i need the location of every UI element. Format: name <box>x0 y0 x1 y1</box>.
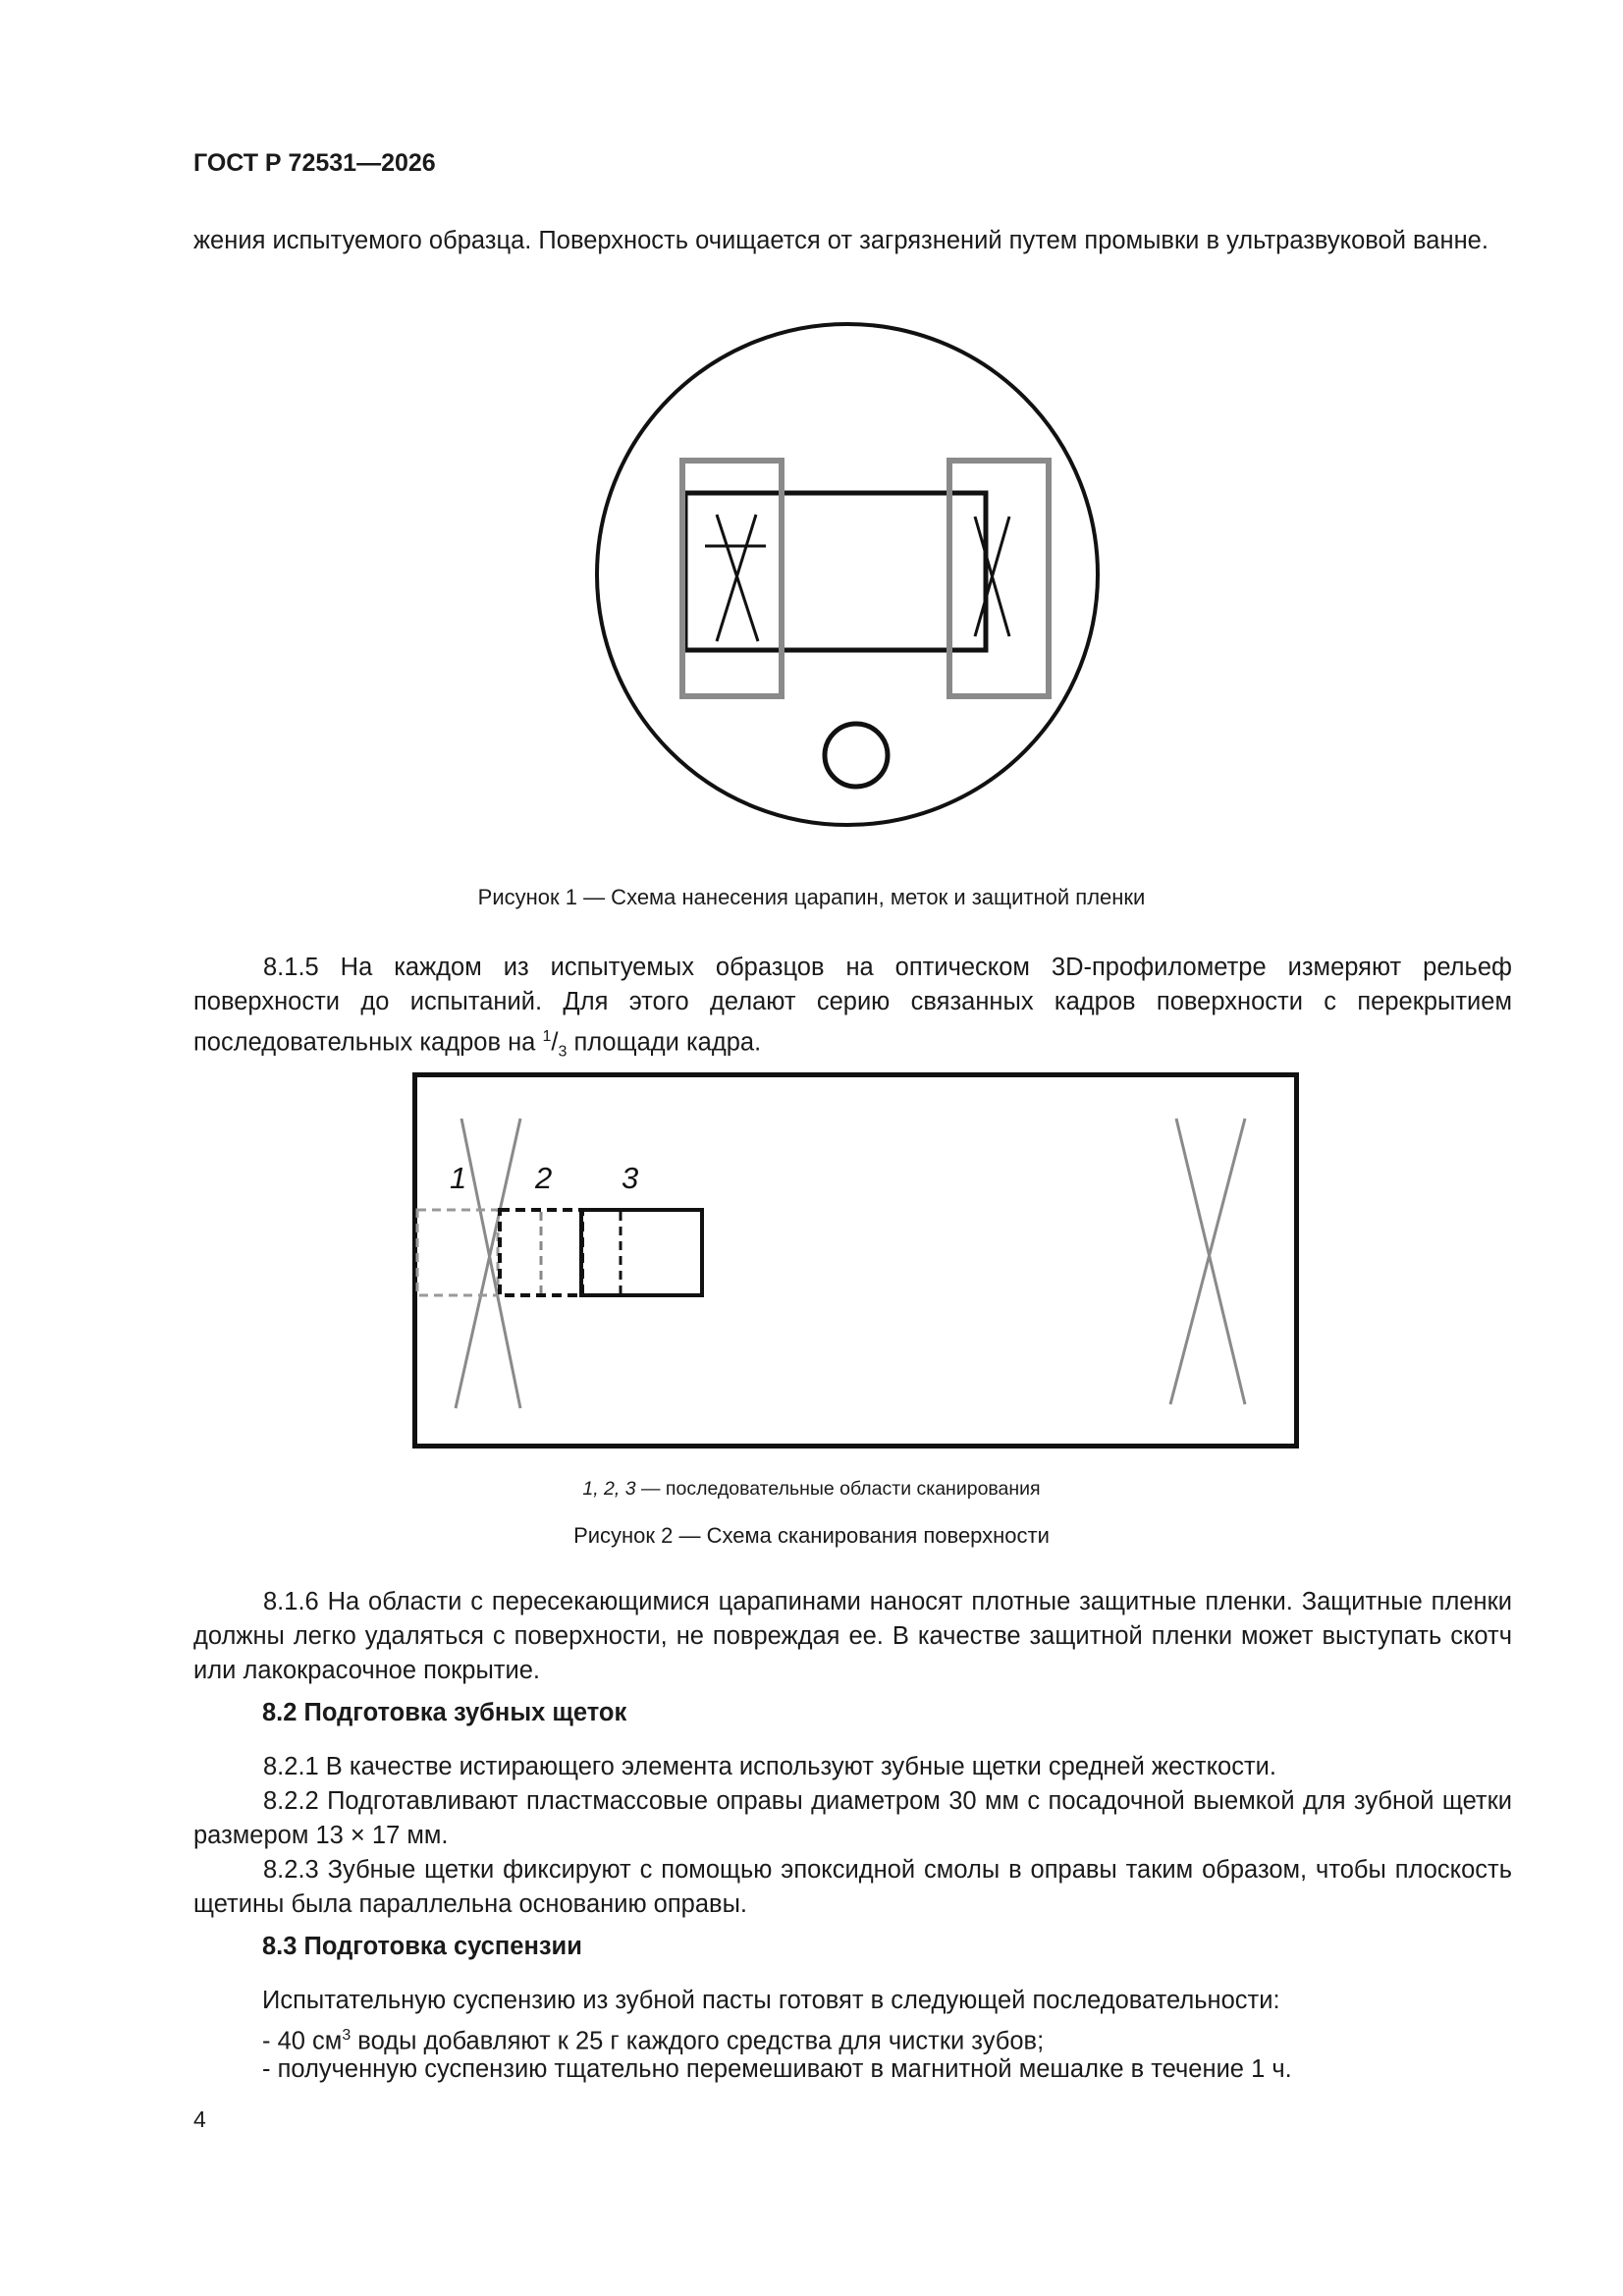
scan-area-2 <box>500 1210 582 1295</box>
surface-frame <box>415 1075 1297 1447</box>
figure-2-legend <box>0 1478 1623 1501</box>
scan-label-1: 1 <box>450 1161 467 1195</box>
figure-1-caption: Рисунок 1 — Схема нанесения царапин, меток и защитной пленки <box>477 885 1146 909</box>
section-8-2-heading: 8.2 Подготовка зубных щеток <box>262 1699 627 1726</box>
scan-label-2: 2 <box>535 1161 553 1195</box>
paragraph-8-1-5 <box>193 951 1512 1069</box>
scan-label-3: 3 <box>622 1161 639 1195</box>
legend-text: — последовательные области сканирования <box>635 1478 1041 1500</box>
center-hole <box>825 724 888 787</box>
scan-area-1 <box>417 1210 498 1295</box>
fraction-slash: / <box>551 1028 559 1057</box>
protective-film-left <box>682 461 782 696</box>
list-item-1-sup: 3 <box>342 2027 352 2044</box>
protective-film-right <box>949 461 1049 696</box>
fraction-denominator: 3 <box>558 1043 568 1061</box>
sample-disc-outline <box>597 324 1098 825</box>
scratch-frame <box>685 493 986 650</box>
list-item-2: - полученную суспензию тщательно перемешивают в магнитной мешалке в течение 1 ч. <box>262 2055 1292 2083</box>
page-number: 4 <box>193 2106 206 2132</box>
paragraph-8-2-2: 8.2.2 Подготавливают пластмассовые оправы диаметром 30 мм с посадочной выемкой для зубной щетки размером 13 × 17 мм. <box>193 1787 1512 1849</box>
p815-text-before: 8.1.5 На каждом из испытуемых образцов на оптическом 3D-профилометре измеряют рельеф поверхности до испытаний. Для этого делают серию связанных кадров поверхности с перекрытием последовательных кадров на <box>193 954 1512 1057</box>
figure-2-diagram <box>412 1072 1306 1457</box>
scan-area-3 <box>581 1210 702 1295</box>
list-item-1-after: воды добавляют к 25 г каждого средства для чистки зубов; <box>351 2027 1045 2055</box>
figure-1-diagram <box>589 320 1119 841</box>
figure-2-caption: Рисунок 2 — Схема сканирования поверхности <box>573 1523 1050 1548</box>
document-header: ГОСТ Р 72531—2026 <box>193 149 436 177</box>
paragraph-8-1-6: 8.1.6 На области с пересекающимися царапинами наносят плотные защитные пленки. Защитные пленки должны легко удаляться с поверхности, не повреждая ее. В качестве защитной пленки может выступать скотч или лакокрасочное покрытие. <box>193 1588 1512 1684</box>
paragraph-8-2-3: 8.2.3 Зубные щетки фиксируют с помощью эпоксидной смолы в оправы таким образом, чтобы плоскость щетины была параллельна основанию оправы. <box>193 1856 1512 1918</box>
legend-keys: 1, 2, 3 <box>582 1478 636 1500</box>
paragraph-8-2-1: 8.2.1 В качестве истирающего элемента используют зубные щетки средней жесткости. <box>263 1753 1276 1780</box>
section-8-3-heading: 8.3 Подготовка суспензии <box>262 1933 582 1960</box>
intro-paragraph: жения испытуемого образца. Поверхность очищается от загрязнений путем промывки в ультразвуковой ванне. <box>193 227 1488 254</box>
p815-text-after: площади кадра. <box>567 1028 762 1057</box>
list-item-1-before: - 40 см <box>262 2027 343 2055</box>
section-8-3-intro: Испытательную суспензию из зубной пасты готовят в следующей последовательности: <box>262 1987 1280 2014</box>
fraction-numerator: 1 <box>542 1028 552 1045</box>
